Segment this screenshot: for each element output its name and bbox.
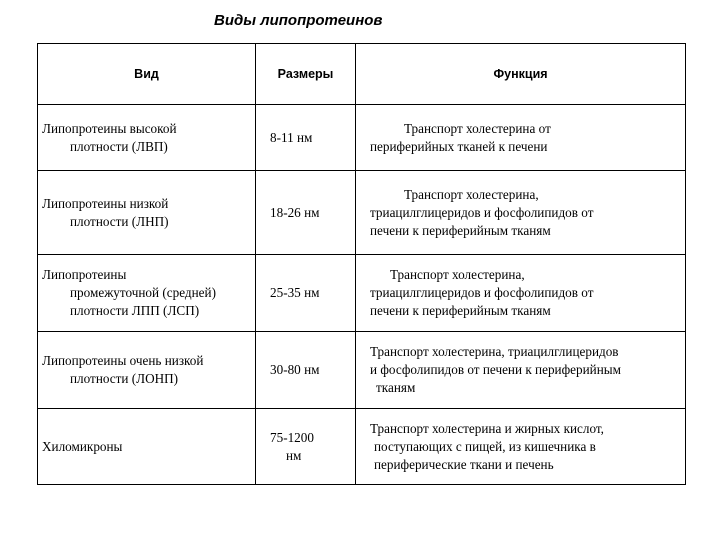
lipoprotein-table xyxy=(37,43,686,485)
kind-cell xyxy=(38,332,256,409)
size-cell xyxy=(256,255,356,332)
function-text: Транспорт холестерина, xyxy=(390,267,525,282)
function-text: периферийных тканей к печени xyxy=(370,138,548,154)
size-cell xyxy=(256,171,356,255)
size-text: 8-11 нм xyxy=(270,129,313,145)
kind-text: Хиломикроны xyxy=(42,438,123,454)
function-text: Транспорт холестерина, xyxy=(404,186,539,202)
header-kind: Вид xyxy=(38,44,256,105)
size-text: 75-1200 xyxy=(270,429,314,445)
kind-text: плотности ЛПП (ЛСП) xyxy=(70,303,200,318)
function-text: печени к периферийным тканям xyxy=(370,303,551,318)
function-text: тканям xyxy=(376,380,416,395)
table-row xyxy=(38,171,686,255)
kind-text: Липопротеины высокой xyxy=(42,120,177,136)
page-title: Виды липопротеинов xyxy=(214,12,383,29)
header-function: Функция xyxy=(356,44,686,105)
size-text: нм xyxy=(286,447,302,463)
kind-cell xyxy=(38,171,256,255)
function-cell xyxy=(356,171,686,255)
header-size: Размеры xyxy=(256,44,356,105)
kind-text: плотности (ЛНП) xyxy=(70,213,169,229)
table-row xyxy=(38,409,686,485)
table-row xyxy=(38,255,686,332)
function-text: Транспорт холестерина от xyxy=(404,120,551,136)
kind-text: промежуточной (средней) xyxy=(70,285,216,300)
function-text: Транспорт холестерина, триацилглицеридов xyxy=(370,344,619,359)
function-cell xyxy=(356,332,686,409)
function-cell xyxy=(356,409,686,485)
function-text: и фосфолипидов от печени к периферийным xyxy=(370,362,621,377)
function-text: триацилглицеридов и фосфолипидов от xyxy=(370,204,594,220)
size-cell xyxy=(256,105,356,171)
table-row xyxy=(38,332,686,409)
kind-cell xyxy=(38,105,256,171)
size-text: 25-35 нм xyxy=(270,285,320,300)
size-text: 18-26 нм xyxy=(270,204,320,220)
size-cell xyxy=(256,409,356,485)
function-text: печени к периферийным тканям xyxy=(370,222,551,238)
kind-text: Липопротеины очень низкой xyxy=(42,353,204,368)
kind-text: Липопротеины xyxy=(42,267,127,282)
table-row xyxy=(38,105,686,171)
function-text: триацилглицеридов и фосфолипидов от xyxy=(370,285,594,300)
function-text: поступающих с пищей, из кишечника в xyxy=(374,438,596,454)
table-header-row xyxy=(38,44,686,105)
function-text: периферические ткани и печень xyxy=(374,456,554,472)
size-text: 30-80 нм xyxy=(270,362,320,377)
kind-text: плотности (ЛВП) xyxy=(70,138,168,154)
function-cell xyxy=(356,105,686,171)
kind-cell xyxy=(38,255,256,332)
function-text: Транспорт холестерина и жирных кислот, xyxy=(370,420,604,436)
kind-text: Липопротеины низкой xyxy=(42,195,169,211)
kind-cell xyxy=(38,409,256,485)
size-cell xyxy=(256,332,356,409)
kind-text: плотности (ЛОНП) xyxy=(70,371,179,386)
function-cell xyxy=(356,255,686,332)
